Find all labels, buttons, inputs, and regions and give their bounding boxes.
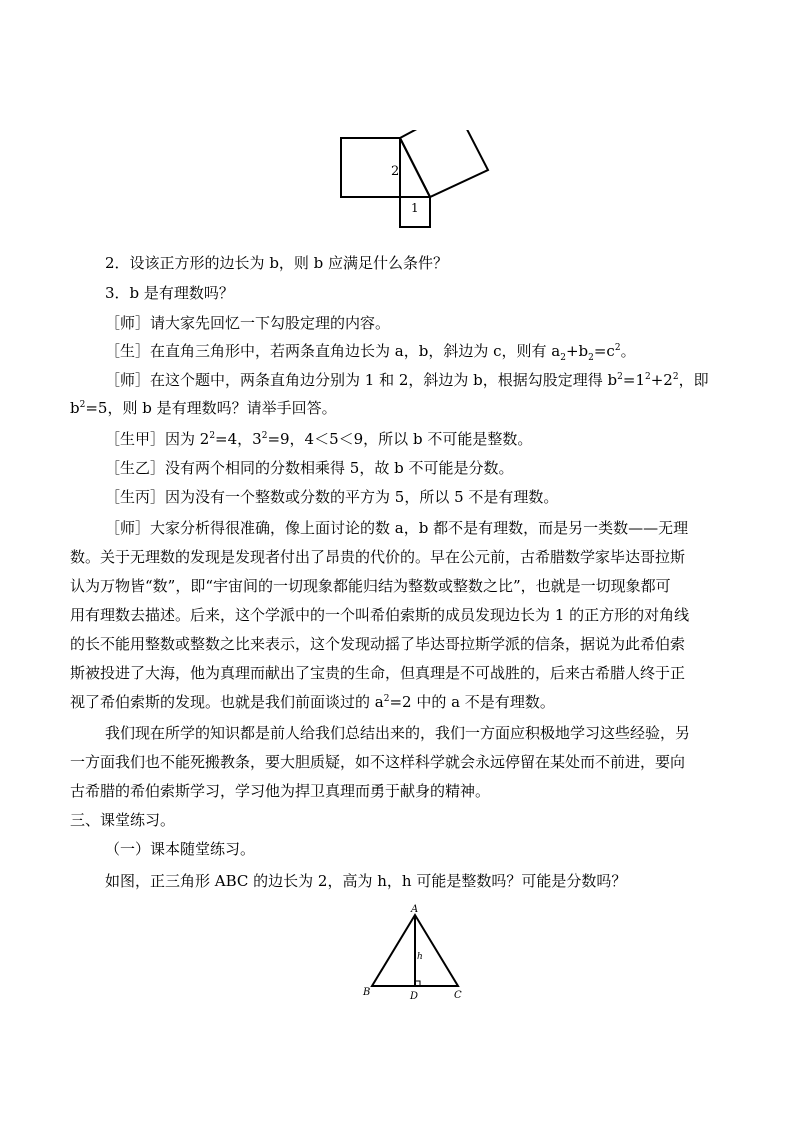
vertex-a-label: A: [411, 904, 419, 915]
foot-d-label: D: [410, 991, 419, 1002]
question-2: 2．设该正方形的边长为 b，则 b 应满足什么条件？: [105, 254, 449, 272]
vertex-c-label: C: [454, 990, 462, 1001]
height-h-label: h: [417, 952, 423, 962]
teacher-paragraph-line-4: 用有理数去描述。后来，这个学派中的一个叫希伯索斯的成员发现边长为 1 的正方形的对角线: [70, 606, 690, 624]
equilateral-triangle-figure: [360, 900, 470, 1002]
teacher-paragraph-line-5: 的长不能用整数或整数之比来表示，这个发现动摇了毕达哥拉斯学派的信条，据说为此希伯索: [70, 635, 686, 653]
subsection-heading-textbook-practice: （一）课本随堂练习。: [105, 840, 256, 858]
question-3: 3．b 是有理数吗？: [105, 284, 234, 302]
reflection-line-2: 一方面我们也不能死搬教条，要大胆质疑，如不这样科学就会永远停留在某处而不前进，要向: [70, 753, 686, 771]
triangle-hypotenuse: [400, 138, 430, 197]
label-2: 2: [391, 164, 400, 179]
pythagoras-squares-figure: [335, 130, 500, 230]
teacher-line-2a: ［师］在这个题中，两条直角边分别为 1 和 2，斜边为 b，根据勾股定理得 $b^2=1^2+2^2$，即: [105, 371, 709, 389]
student-b-line: ［生乙］没有两个相同的分数相乘得 5，故 b 不可能是分数。: [105, 459, 514, 477]
vertex-b-label: B: [363, 987, 371, 998]
exercise-question: 如图，正三角形 ABC 的边长为 2，高为 h，h 可能是整数吗？可能是分数吗？: [105, 872, 627, 890]
teacher-line-2b: $b^2=5$，则 b 是有理数吗？请举手回答。: [70, 399, 337, 417]
label-1: 1: [411, 201, 419, 215]
teacher-paragraph-line-2: 数。关于无理数的发现是发现者付出了昂贵的代价的。早在公元前，古希腊数学家毕达哥拉斯: [70, 548, 686, 566]
teacher-paragraph-line-1: ［师］大家分析得很准确，像上面讨论的数 a，b 都不是有理数，而是另一类数——无理: [105, 519, 689, 537]
reflection-line-1: 我们现在所学的知识都是前人给我们总结出来的，我们一方面应积极地学习这些经验，另: [105, 724, 691, 742]
student-a-line: ［生甲］因为 $2^2=4$，$3^2=9$，4＜5＜9，所以 b 不可能是整数。: [105, 430, 533, 448]
reflection-line-3: 古希腊的希伯索斯学习，学习他为捍卫真理而勇于献身的精神。: [70, 782, 491, 800]
section-heading-classroom-practice: 三、课堂练习。: [70, 811, 176, 829]
teacher-paragraph-line-7: 视了希伯索斯的发现。也就是我们前面谈过的 $a^2=2$ 中的 a 不是有理数。: [70, 693, 555, 711]
student-c-line: ［生丙］因为没有一个整数或分数的平方为 5，所以 5 不是有理数。: [105, 488, 559, 506]
teacher-line-1: ［师］请大家先回忆一下勾股定理的内容。: [105, 314, 391, 332]
teacher-paragraph-line-6: 斯被投进了大海，他为真理而献出了宝贵的生命，但真理是不可战胜的，后来古希腊人终于正: [70, 664, 686, 682]
teacher-paragraph-line-3: 认为万物皆“数”，即“宇宙间的一切现象都能归结为整数或整数之比”，也就是一切现象都可: [70, 577, 671, 595]
student-line-1: ［生］在直角三角形中，若两条直角边长为 a，b，斜边为 c，则有 $a_2+b_2=c^2$。: [105, 342, 636, 363]
